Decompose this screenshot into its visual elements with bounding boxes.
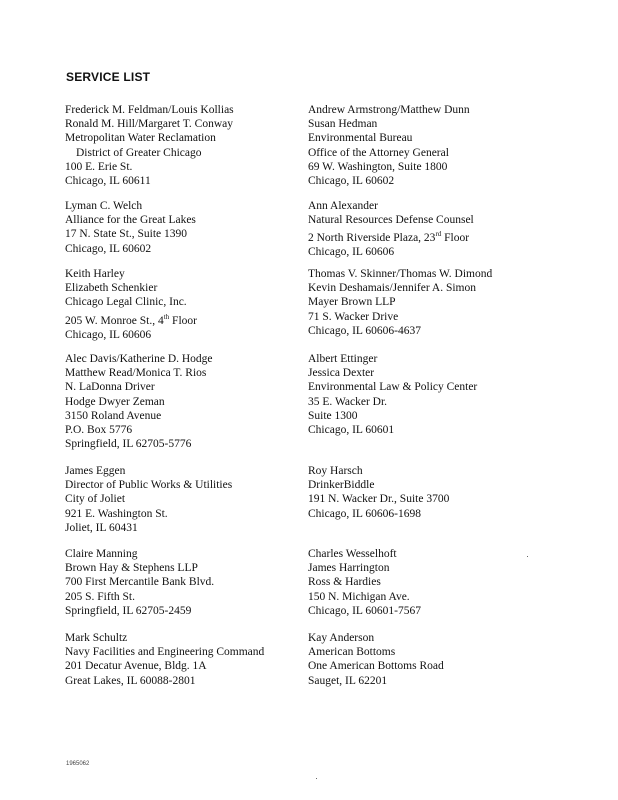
address-line: Springfield, IL 62705-2459: [65, 604, 192, 617]
address-line: Susan Hedman: [308, 118, 378, 131]
address-block: [65, 547, 214, 618]
address-line: Springfield, IL 62705-5776: [65, 438, 192, 451]
address-block: [308, 631, 444, 688]
address-line: Kay Anderson: [308, 632, 375, 644]
address-line: Roy Harsch: [308, 465, 363, 477]
address-block: [308, 103, 470, 188]
address-line: Great Lakes, IL 60088-2801: [65, 674, 196, 687]
address-line: Alec Davis/Katherine D. Hodge: [65, 353, 213, 365]
address-line: 100 E. Erie St.: [65, 160, 133, 173]
address-line: Chicago, IL 60606: [65, 328, 152, 341]
address-line: Chicago, IL 60602: [65, 242, 152, 255]
address-line: Thomas V. Skinner/Thomas W. Dimond: [308, 268, 493, 280]
address-line: P.O. Box 5776: [65, 424, 133, 437]
address-line: Chicago, IL 60601-7567: [308, 604, 421, 617]
address-line: 700 First Mercantile Bank Blvd.: [65, 576, 215, 589]
scan-speck: [316, 778, 317, 779]
address-line: Metropolitan Water Reclamation: [65, 132, 216, 145]
address-block: [308, 464, 449, 521]
address-line: 3150 Roland Avenue: [65, 409, 162, 422]
address-line: Chicago, IL 60606-4637: [308, 324, 421, 337]
address-block: [65, 352, 213, 451]
address-line: Environmental Bureau: [308, 132, 413, 145]
address-line: Mayer Brown LLP: [308, 296, 396, 309]
address-block: [308, 199, 474, 260]
address-block: [308, 267, 492, 338]
address-line: 205 S. Fifth St.: [65, 590, 135, 603]
address-line: Ross & Hardies: [308, 576, 381, 589]
address-block: [65, 631, 264, 688]
address-line: Ronald M. Hill/Margaret T. Conway: [65, 118, 234, 131]
address-block: [65, 103, 234, 188]
address-block: [308, 352, 477, 437]
address-line: N. LaDonna Driver: [65, 381, 155, 394]
address-line: Joliet, IL 60431: [65, 521, 138, 534]
address-line: Chicago, IL 60602: [308, 175, 395, 188]
scan-speck: [527, 556, 528, 557]
address-line: 17 N. State St., Suite 1390: [65, 228, 188, 241]
address-line: Chicago, IL 60606: [308, 246, 395, 259]
address-line: One American Bottoms Road: [308, 660, 444, 673]
address-line: DrinkerBiddle: [308, 479, 375, 492]
address-line: 69 W. Washington, Suite 1800: [308, 160, 448, 173]
address-line: Albert Ettinger: [308, 353, 378, 365]
address-line: Lyman C. Welch: [65, 200, 143, 212]
address-block: [65, 199, 196, 256]
address-line: Sauget, IL 62201: [308, 674, 388, 687]
address-line: Chicago, IL 60601: [308, 424, 395, 437]
address-line: Brown Hay & Stephens LLP: [65, 562, 198, 575]
address-line: 201 Decatur Avenue, Bldg. 1A: [65, 660, 207, 673]
address-line: Chicago, IL 60611: [65, 175, 151, 188]
address-line: Jessica Dexter: [308, 367, 375, 380]
address-line: Environmental Law & Policy Center: [308, 381, 478, 394]
address-line: James Eggen: [65, 465, 126, 477]
address-block: [65, 464, 232, 535]
address-line: District of Greater Chicago: [76, 146, 202, 159]
address-line: Suite 1300: [308, 409, 358, 422]
address-line: 35 E. Wacker Dr.: [308, 395, 388, 408]
document-code: 1965062: [66, 761, 90, 767]
address-line: Keith Harley: [65, 268, 125, 280]
address-line: Director of Public Works & Utilities: [65, 479, 233, 492]
page-title: SERVICE LIST: [66, 70, 151, 84]
address-line: 205 W. Monroe St., 4th Floor: [65, 312, 197, 327]
address-line: Kevin Deshamais/Jennifer A. Simon: [308, 282, 477, 295]
address-line: Office of the Attorney General: [308, 146, 449, 159]
address-line: 150 N. Michigan Ave.: [308, 590, 410, 603]
address-line: Andrew Armstrong/Matthew Dunn: [308, 104, 470, 116]
address-block: [65, 267, 197, 342]
address-line: Navy Facilities and Engineering Command: [65, 646, 265, 659]
address-line: American Bottoms: [308, 646, 396, 659]
address-line: Frederick M. Feldman/Louis Kollias: [65, 104, 234, 116]
address-line: Claire Manning: [65, 548, 138, 560]
address-line: Ann Alexander: [308, 200, 378, 212]
address-line: 191 N. Wacker Dr., Suite 3700: [308, 493, 450, 506]
address-line: Natural Resources Defense Counsel: [308, 214, 474, 227]
address-line: 2 North Riverside Plaza, 23rd Floor: [308, 230, 470, 245]
address-line: Charles Wesselhoft: [308, 548, 397, 560]
address-line: Matthew Read/Monica T. Rios: [65, 367, 207, 380]
address-line: Mark Schultz: [65, 632, 128, 644]
address-line: Chicago Legal Clinic, Inc.: [65, 296, 187, 309]
address-line: Hodge Dwyer Zeman: [65, 395, 165, 408]
address-line: City of Joliet: [65, 493, 126, 506]
address-block: [308, 547, 421, 618]
address-line: Chicago, IL 60606-1698: [308, 507, 421, 520]
address-line: Alliance for the Great Lakes: [65, 214, 196, 227]
address-line: James Harrington: [308, 562, 390, 575]
address-line: Elizabeth Schenkier: [65, 282, 158, 295]
address-line: 71 S. Wacker Drive: [308, 310, 399, 323]
address-line: 921 E. Washington St.: [65, 507, 168, 520]
